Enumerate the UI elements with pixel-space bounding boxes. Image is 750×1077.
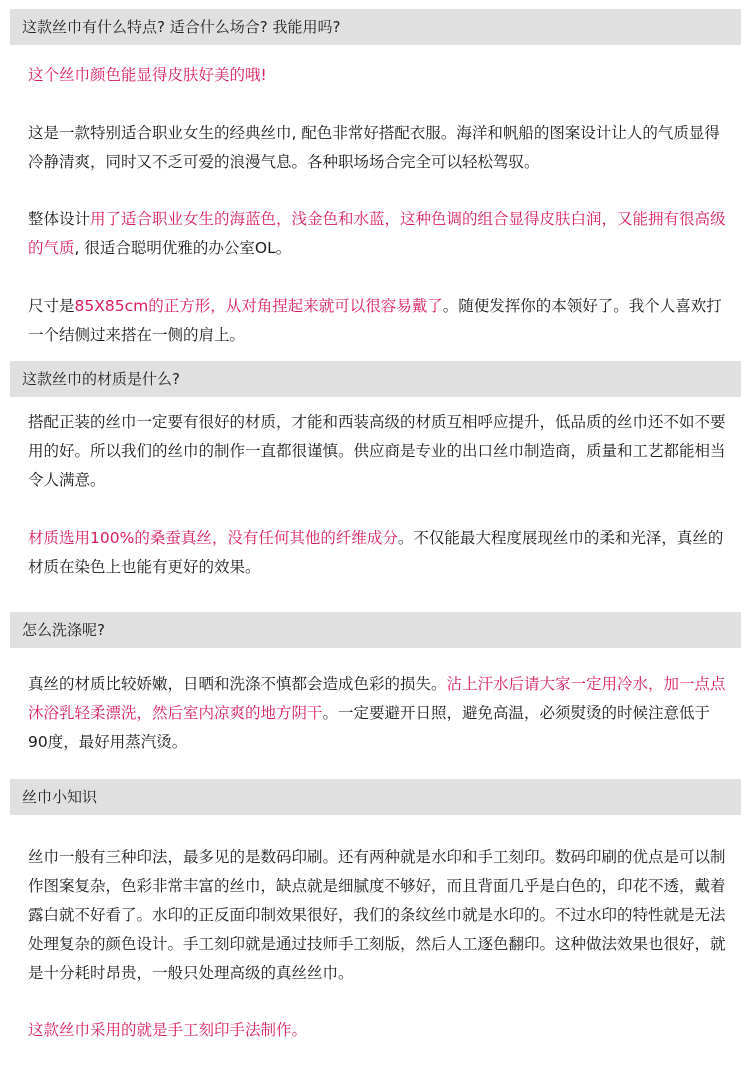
- body-text: 这是一款特别适合职业女生的经典丝巾, 配色非常好搭配衣服。海洋和帆船的图案设计让人的气质显得冷静清爽，同时又不乏可爱的浪漫气息。各种职场场合完全可以轻松驾驭。: [28, 124, 720, 171]
- body-text: 整体设计: [28, 210, 91, 228]
- body-text: 搭配正装的丝巾一定要有很好的材质，才能和西装高级的材质互相呼应提升，低品质的丝巾还不如不要用的好。所以我们的丝巾的制作一直都很谨慎。供应商是专业的出口丝巾制造商，质量和工艺都能相当令人满意。: [28, 413, 726, 489]
- highlight-text: 用了适合职业女生的海蓝色，浅金色和水蓝，这种色调的组合显得皮肤白润，又能拥有很高级的气质: [28, 210, 726, 257]
- section-title: 怎么洗涤呢?: [22, 621, 105, 639]
- highlight-text: 这款丝巾采用的就是手工刻印手法制作。: [28, 1021, 308, 1039]
- body-text: 。一定要避开日照，避免高温，必须熨烫的时候注意低于90度，最好用蒸汽烫。: [28, 704, 711, 751]
- paragraph: [28, 408, 728, 495]
- highlight-text: 这个丝巾颜色能显得皮肤好美的哦!: [28, 66, 267, 84]
- section-header-material: [10, 361, 741, 397]
- highlight-text: 85X85cm的正方形，从对角捏起来就可以很容易戴了: [74, 297, 443, 315]
- section-title: 丝巾小知识: [22, 788, 98, 806]
- body-text: 丝巾一般有三种印法，最多见的是数码印刷。还有两种就是水印和手工刻印。数码印刷的优点是可以制作图案复杂，色彩非常丰富的丝巾，缺点就是细腻度不够好，而且背面几乎是白色的，印花不透，戴着露白就不好看了。水印的正反面印制效果很好，我们的条纹丝巾就是水印的。不过水印的特性就是无法处理复杂的颜色设计。手工刻印就是通过技师手工刻版，然后人工逐色翻印。这种做法效果也很好，就是十分耗时昂贵，一般只处理高级的真丝丝巾。: [28, 848, 726, 982]
- paragraph: [28, 670, 728, 757]
- body-text: 。不仅能最大程度展现丝巾的柔和光泽，真丝的材质在染色上也能有更好的效果。: [28, 529, 724, 576]
- section-header-knowledge: [10, 779, 741, 815]
- body-text: 尺寸是: [28, 297, 75, 315]
- section-header-washing: [10, 612, 741, 648]
- paragraph: [28, 119, 728, 177]
- section-title: 这款丝巾有什么特点? 适合什么场合? 我能用吗?: [22, 18, 341, 36]
- highlight-text: 沾上汗水后请大家一定用冷水，加一点点沐浴乳轻柔漂洗，然后室内凉爽的地方阴干: [28, 675, 726, 722]
- highlight-text: 材质选用100%的桑蚕真丝，没有任何其他的纤维成分: [28, 529, 398, 547]
- paragraph: [28, 1016, 728, 1045]
- body-text: 。随便发挥你的本领好了。我个人喜欢打一个结侧过来搭在一侧的肩上。: [28, 297, 722, 344]
- section-header-features: [10, 9, 741, 45]
- body-text: , 很适合聪明优雅的办公室OL。: [74, 239, 292, 257]
- body-text: 真丝的材质比较娇嫩，日晒和洗涤不慎都会造成色彩的损失。: [28, 675, 447, 693]
- section-title: 这款丝巾的材质是什么?: [22, 370, 180, 388]
- paragraph: [28, 61, 728, 90]
- paragraph: [28, 524, 728, 582]
- paragraph: [28, 205, 728, 263]
- paragraph: [28, 843, 728, 988]
- paragraph: [28, 292, 728, 350]
